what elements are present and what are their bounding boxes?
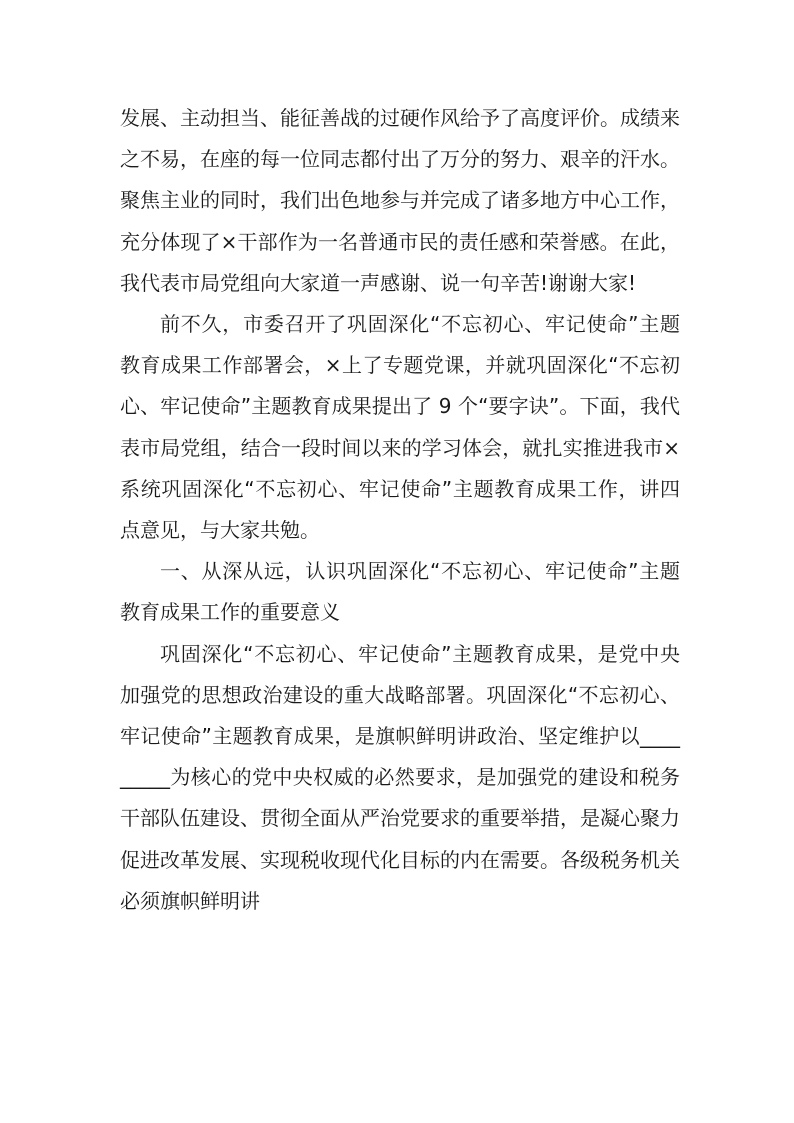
paragraph-continued: 发展、主动担当、能征善战的过硬作风给予了高度评价。成绩来之不易，在座的每一位同志都付出了万分的努力、艰辛的汗水。聚焦主业的同时，我们出色地参与并完成了诸多地方中心工作，充分体现了×干部作为一名普通市民的责任感和荣誉感。在此，我代表市局党组向大家道一声感谢、说一句辛苦!谢谢大家!	[120, 106, 680, 295]
section-heading-1: 一、从深从远，认识巩固深化“不忘初心、牢记使命”主题教育成果工作的重要意义	[120, 559, 680, 625]
paragraph-section-1: 巩固深化“不忘初心、牢记使命”主题教育成果，是党中央加强党的思想政治建设的重大战略部署。巩固深化“不忘初心、牢记使命”主题教育成果，是旗帜鲜明讲政治、坚定维护以_________为核心的党中央权威的必然要求，是加强党的建设和税务干部队伍建设、贯彻全面从严治党要求的重要举措，是凝心聚力促进改革发展、实现税收现代化目标的内在需要。各级税务机关必须旗帜鲜明讲	[120, 641, 680, 913]
document-body	[120, 98, 680, 922]
paragraph-intro: 前不久，市委召开了巩固深化“不忘初心、牢记使命”主题教育成果工作部署会，×上了专题党课，并就巩固深化“不忘初心、牢记使命”主题教育成果提出了 9 个“要字诀”。下面，我代表市局党组，结合一段时间以来的学习体会，就扎实推进我市×系统巩固深化“不忘初心、牢记使命”主题教育成果工作，讲四点意见，与大家共勉。	[120, 312, 680, 543]
